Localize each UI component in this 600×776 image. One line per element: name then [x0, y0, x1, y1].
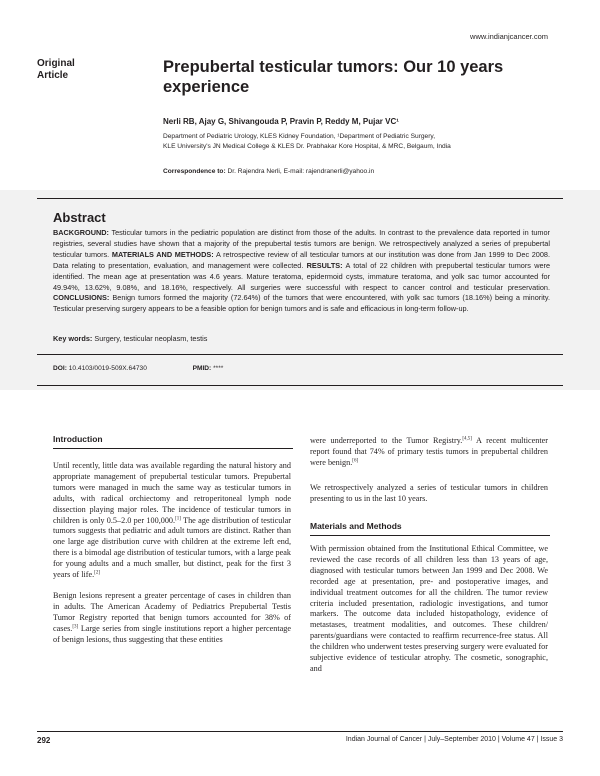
author-list: Nerli RB, Ajay G, Shivangouda P, Pravin P, Reddy M, Pujar VC¹ — [163, 117, 399, 126]
affiliation-line-1: Department of Pediatric Urology, KLES Kidney Foundation, ¹Department of Pediatric Surgery, — [163, 133, 436, 140]
citation[interactable]: [2] — [94, 570, 100, 576]
intro-paragraph-1: Until recently, little data was available regarding the natural history and appropriate management of prepubertal testicular tumors. Prepubertal tumors were managed in much the same way as testicular tumors in adults, with radical orchiectomy and retroperitoneal lymph node dissection playing major roles. The incidence of testicular tumors in children is only 0.5–2.0 per 100,000.[1] The age distribution of testicular tumors suggests that pediatric and adult tumors are distinct. Rather than one large age distribution curve with children at the extreme left end, there is a bimodal age distribution of testicular tumors, with a large peak for young adults and a much smaller, but distinct, peak for the first 3 years of life.[2] — [53, 461, 292, 580]
conclusions-text: Benign tumors formed the majority (72.64%) of the tumors that were encountered, with yolk sac tumors (18.16%) being a minority. Testicular preserving surgery appears to be a feasible option for benign tumors and is safe and efficacious in long-term follow-up. — [53, 293, 550, 314]
methods-heading: Materials and Methods — [310, 521, 402, 531]
right-column — [310, 436, 548, 515]
citation[interactable]: [6] — [352, 458, 359, 464]
site-url[interactable]: www.indianjcancer.com — [470, 32, 548, 41]
divider — [37, 354, 563, 355]
footer-divider — [37, 731, 563, 732]
page-number: 292 — [37, 736, 51, 745]
methods-label: MATERIALS AND METHODS: — [111, 249, 214, 259]
correspondence-text: Dr. Rajendra Nerli, E-mail: rajendranerli@yahoo.in — [227, 168, 375, 175]
keywords — [53, 334, 207, 343]
heading-underline — [53, 448, 293, 449]
doi-line — [53, 365, 223, 372]
background-text: Testicular tumors in the pediatric population are distinct from those of the adults. In contrast to the prevalence data reported in tumor registries, several studies have shown that a majority of the prepubertal testis tumors are benign. We retrospectively analyzed a series of prepubertal testicular tumors. — [53, 228, 550, 259]
keywords-text: Surgery, testicular neoplasm, testis — [94, 334, 208, 343]
intro-paragraph-2: Benign lesions represent a greater percentage of cases in children than in adults. The American Academy of Pediatrics Prepubertal Testis Tumor Registry reported that benign tumors accounted for 38% of cases.[3] Large series from single institutions report a higher percentage of benign lesions, thus suggesting that these entities — [53, 590, 291, 644]
citation[interactable]: [3] — [72, 623, 79, 629]
doi-label: DOI: — [53, 365, 67, 372]
citation[interactable]: [1] — [175, 515, 181, 521]
doi-value[interactable]: 10.4103/0019-509X.64730 — [68, 365, 147, 372]
results-text: A total of 22 children with prepubertal testicular tumors were identified. The mean age at presentation was 4.6 years. Mature teratoma, epidermoid cysts, immature teratoma, and yolk sac tumor accounted for 49.94%, 13.62%, 9.08%, and 18.16%, respectively. All surgeries were successful with respect to cancer control and testicular preservation. — [53, 260, 551, 292]
background-label: BACKGROUND: — [53, 228, 109, 237]
pmid-label: PMID: — [192, 365, 212, 372]
introduction-heading: Introduction — [53, 434, 103, 444]
pmid-value[interactable]: **** — [213, 365, 224, 372]
affiliation — [163, 132, 553, 152]
article-type — [37, 58, 75, 82]
conclusions-label: CONCLUSIONS: — [53, 293, 110, 303]
left-column — [53, 461, 291, 656]
article-type-line-1: Original — [37, 58, 75, 69]
citation[interactable]: [4,5] — [462, 436, 472, 442]
divider — [37, 385, 563, 386]
article-type-line-2: Article — [37, 70, 69, 81]
abstract-body — [53, 228, 550, 315]
correspondence — [163, 168, 374, 175]
methods-paragraph: With permission obtained from the Institutional Ethical Committee, we reviewed the case records of all children less than 13 years of age, diagnosed with testicular tumors between Jan 1999 and Dec 2008. We recorded age at presentation, pre- and postoperative images, and individual treatment outcomes for all the children. The tumor review criteria included presentation, radiologic investigations, and tumor markers. The outcome data included histopathology, evidence of metastases, treatment modalities, and outcomes. These children/ parents/guardians were contacted to reaffirm recurrence-free status. All the children who underwent testes preserving surgery were evaluated for subjective evidence of testicular atrophy. The cosmetic, sonographic, and — [310, 544, 548, 673]
paper-title: Prepubertal testicular tumors: Our 10 years experience — [163, 58, 504, 96]
results-label: RESULTS: — [306, 260, 343, 270]
journal-footer: Indian Journal of Cancer | July–September 2010 | Volume 47 | Issue 3 — [345, 736, 563, 743]
intro-paragraph-4: We retrospectively analyzed a series of testicular tumors in children presenting to us in the last 10 years. — [310, 482, 548, 503]
abstract-heading: Abstract — [53, 210, 106, 225]
keywords-label: Key words: — [53, 334, 93, 343]
methods-text: A retrospective review of all testicular tumors at our institution was done from Jan 1999 to Dec 2008. Data relating to presentation, evaluation, and management were collected. — [53, 249, 551, 270]
heading-underline — [310, 535, 550, 536]
correspondence-label: Correspondence to: — [163, 168, 226, 175]
intro-paragraph-3: were underreported to the Tumor Registry.[4,5] A recent multicenter report found that 74% of primary testis tumors in prepubertal children were benign.[6] — [310, 436, 548, 467]
methods-column — [310, 544, 548, 685]
affiliation-line-2: KLE University's JN Medical College & KLES Dr. Prabhakar Kore Hospital, & MRC, Belgaum, India — [163, 143, 451, 150]
divider — [37, 198, 563, 199]
